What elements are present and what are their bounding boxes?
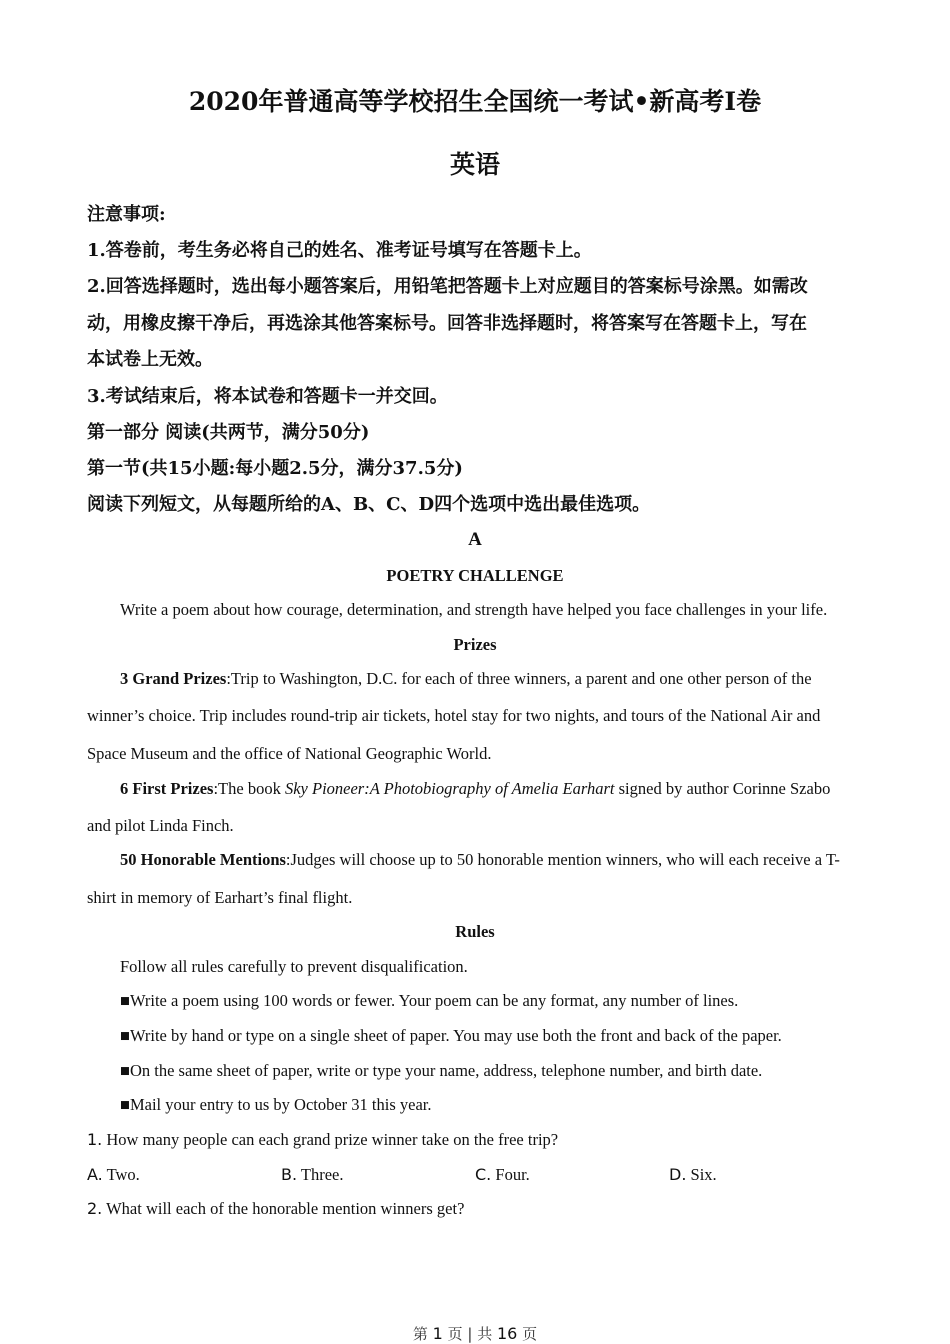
notice-item: 动，用橡皮擦干净后，再选涂其他答案标号。回答非选择题时，将答案写在答题卡上，写在	[87, 313, 807, 334]
rule-item: ■Write a poem using 100 words or fewer. Your poem can be any format, any number of lines.	[120, 991, 739, 1010]
prize-name: 50 Honorable Mentions	[120, 850, 286, 869]
notice-item: 2.回答选择题时，选出每小题答案后，用铅笔把答题卡上对应题目的答案标号涂黑。如需改	[87, 276, 808, 297]
notice-heading: 注意事项:	[87, 204, 166, 225]
rules-heading: Rules	[455, 922, 495, 941]
total-pages: 16	[496, 1324, 518, 1343]
rule-item: ■Mail your entry to us by October 31 this year.	[120, 1095, 432, 1114]
part-heading: 第一部分 阅读(共两节，满分50分)	[87, 422, 370, 443]
grand-prize-line: winner’s choice. Trip includes round-trip air tickets, hotel stay for two nights, and tours of the National Air and	[87, 706, 821, 725]
notice-item: 1.答卷前，考生务必将自己的姓名、准考证号填写在答题卡上。	[87, 240, 592, 261]
prizes-heading: Prizes	[453, 635, 497, 654]
option-c[interactable]: C. Four.	[475, 1165, 530, 1184]
prize-name: 6 First Prizes	[120, 779, 214, 798]
passage-label: A	[468, 529, 482, 550]
question-text: What will each of the honorable mention winners get?	[102, 1199, 465, 1218]
rules-intro: Follow all rules carefully to prevent disqualification.	[120, 957, 468, 976]
bullet-square-icon: ■	[120, 1061, 130, 1080]
option-d[interactable]: D. Six.	[669, 1165, 717, 1184]
prize-name: 3 Grand Prizes	[120, 669, 227, 688]
subsection-heading: 第一节(共15小题:每小题2.5分，满分37.5分)	[87, 458, 463, 479]
question-number: 2.	[87, 1199, 103, 1218]
first-prize-line: and pilot Linda Finch.	[87, 816, 234, 835]
question-1	[87, 1129, 558, 1151]
bullet-square-icon: ■	[120, 1026, 130, 1045]
question-number: 1.	[87, 1130, 103, 1149]
book-title: Sky Pioneer:A Photobiography of Amelia Earhart	[284, 779, 615, 798]
grand-prize-line: 3 Grand Prizes:Trip to Washington, D.C. for each of three winners, a parent and one other person of the	[120, 669, 812, 688]
passage-title: POETRY CHALLENGE	[386, 566, 564, 585]
notice-item: 3.考试结束后，将本试卷和答题卡一并交回。	[87, 386, 448, 407]
rule-item: ■Write by hand or type on a single sheet of paper. You may use both the front and back of the paper.	[120, 1026, 782, 1045]
rule-item: ■On the same sheet of paper, write or type your name, address, telephone number, and birth date.	[120, 1061, 763, 1080]
exam-title: 2020年普通高等学校招生全国统一考试•新高考Ⅰ卷	[188, 87, 762, 116]
current-page: 1	[432, 1324, 443, 1343]
passage-intro: Write a poem about how courage, determination, and strength have helped you face challenges in your life.	[120, 600, 828, 619]
grand-prize-line: Space Museum and the office of National Geographic World.	[87, 744, 492, 763]
bullet-square-icon: ■	[120, 1095, 130, 1114]
question-text: How many people can each grand prize winner take on the free trip?	[102, 1130, 559, 1149]
honorable-mention-line: 50 Honorable Mentions:Judges will choose up to 50 honorable mention winners, who will each receive a T-	[120, 850, 840, 869]
exam-subject: 英语	[449, 150, 500, 179]
instruction-text: 阅读下列短文，从每题所给的A、B、C、D四个选项中选出最佳选项。	[87, 494, 651, 515]
first-prize-line: 6 First Prizes:The book Sky Pioneer:A Photobiography of Amelia Earhart signed by author Corinne Szabo	[120, 779, 831, 798]
honorable-mention-line: shirt in memory of Earhart’s final flight.	[87, 888, 353, 907]
bullet-square-icon: ■	[120, 991, 130, 1010]
option-a[interactable]: A. Two.	[87, 1165, 140, 1184]
notice-item: 本试卷上无效。	[87, 349, 213, 370]
question-2	[87, 1198, 464, 1220]
option-b[interactable]: B. Three.	[281, 1165, 344, 1184]
page-footer: 第 1 页 | 共 16 页	[412, 1324, 538, 1343]
